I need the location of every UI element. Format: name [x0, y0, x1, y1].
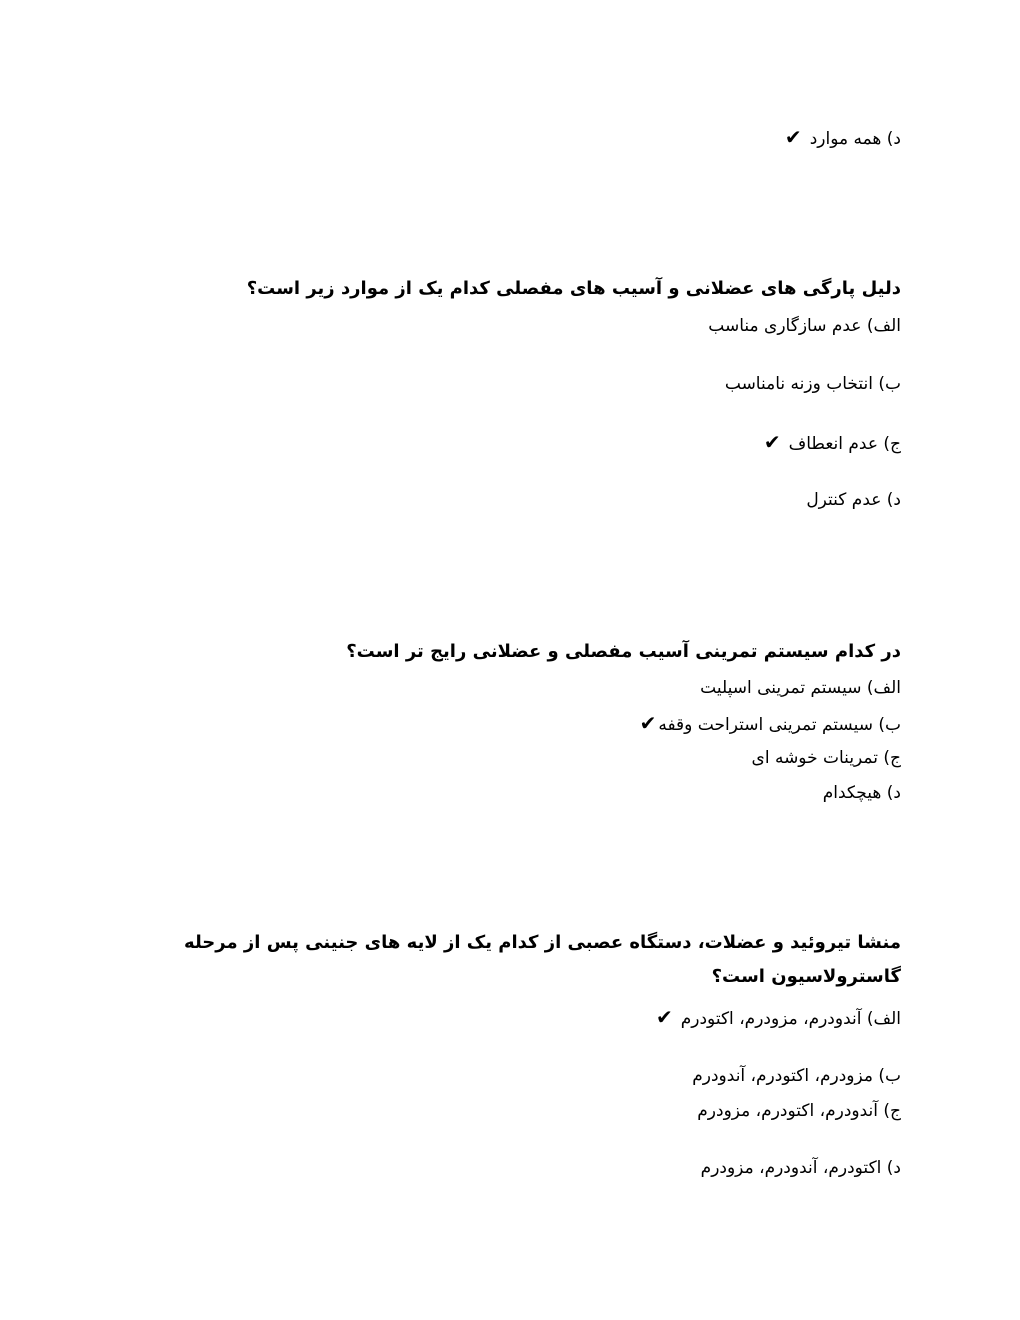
- q2-option-c: ج) تمرینات خوشه ای: [751, 748, 901, 768]
- question-2-text: در کدام سیستم تمرینی آسیب مفصلی و عضلانی رایج تر است؟: [346, 641, 901, 662]
- question-3-text: منشا تیروئید و عضلات، دستگاه عصبی از کدام یک از لایه های جنینی پس از مرحله گاسترولاسیون است؟: [184, 932, 901, 987]
- q1-option-b: ب) انتخاب وزنه نامناسب: [724, 374, 901, 394]
- check-icon: ✔: [639, 711, 657, 735]
- q1-option-c: [764, 429, 901, 457]
- check-icon: ✔: [784, 125, 802, 149]
- q3-option-c: ج) آندودرم، اکتودرم، مزودرم: [697, 1101, 901, 1121]
- q1-option-a: الف) عدم سازگاری مناسب: [708, 316, 901, 336]
- option-text: ج) عدم انعطاف: [788, 434, 901, 454]
- option-text: ب) سیستم تمرینی استراحت وقفه: [658, 715, 901, 735]
- option-text: د) همه موارد: [809, 129, 901, 149]
- question-1-text: دلیل پارگی های عضلانی و آسیب های مفصلی کدام یک از موارد زیر است؟: [246, 278, 901, 299]
- q2-option-b: [640, 710, 901, 738]
- q3-option-d: د) اکتودرم، آندودرم، مزودرم: [700, 1158, 901, 1178]
- option-d-line: [785, 124, 901, 152]
- q2-option-a: الف) سیستم تمرینی اسپلیت: [700, 678, 901, 698]
- check-icon: ✔: [655, 1005, 673, 1029]
- q2-option-d: د) هیچکدام: [822, 783, 901, 803]
- q3-option-a: [656, 1004, 901, 1032]
- q3-option-b: ب) مزودرم، اکتودرم، آندودرم: [692, 1066, 901, 1086]
- option-text: الف) آندودرم، مزودرم، اکتودرم: [680, 1009, 901, 1029]
- q1-option-d: د) عدم کنترل: [806, 490, 901, 510]
- check-icon: ✔: [763, 430, 781, 454]
